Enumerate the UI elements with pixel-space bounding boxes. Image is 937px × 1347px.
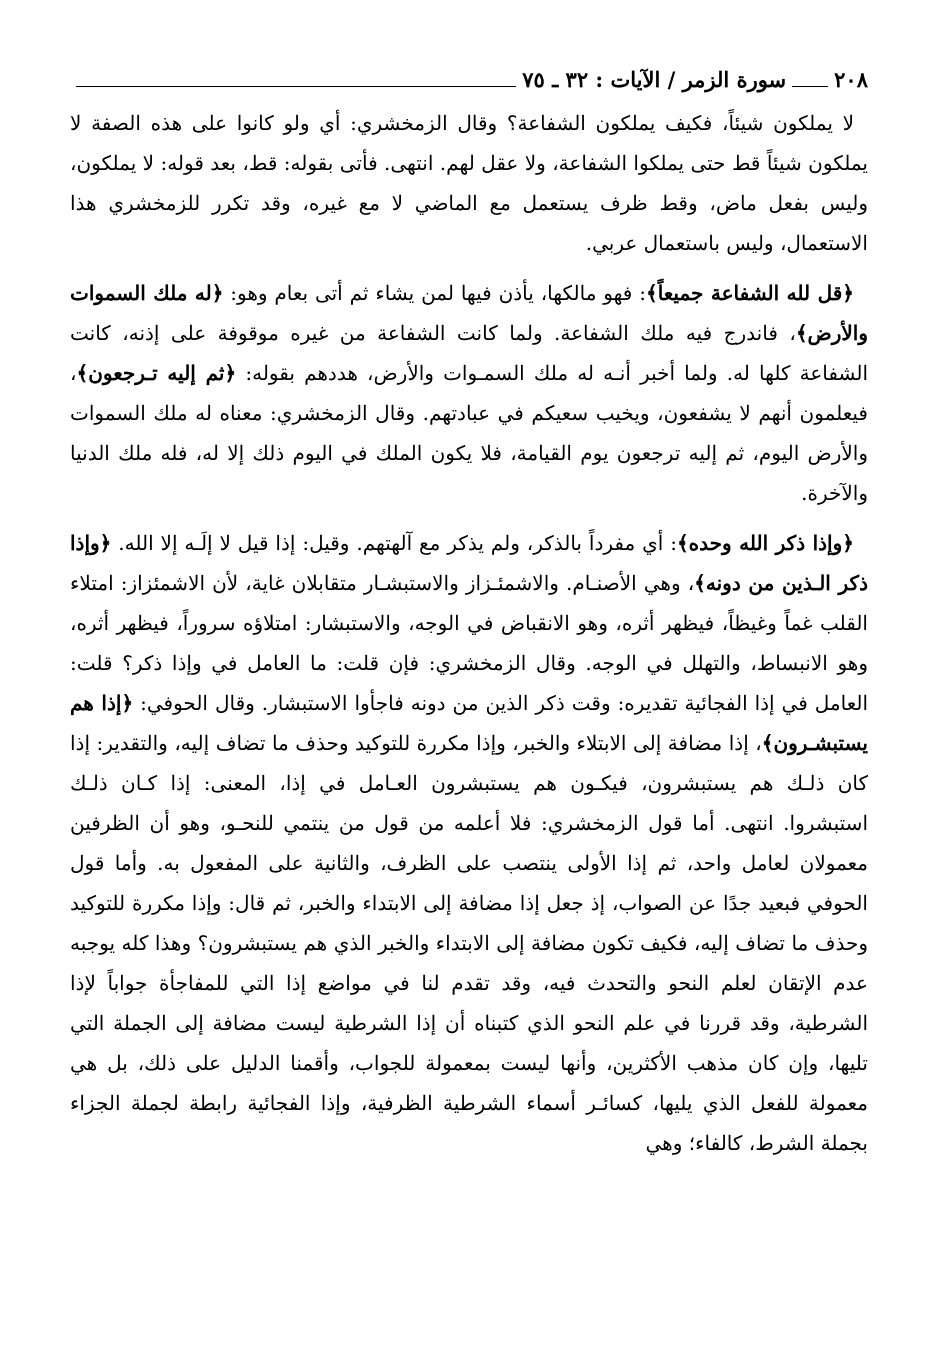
text-segment: : فهو مالكها، يأذن فيها لمن يشاء ثم أتى بعام وهو: <box>223 281 646 305</box>
quran-quote: ﴿إذا هم يستبشـرون﴾ <box>70 691 868 755</box>
page-number: ٢٠٨ <box>834 67 868 92</box>
body-text <box>70 103 868 1163</box>
running-head <box>70 60 868 100</box>
text-segment: : أي مفرداً بالذكر، ولم يذكر مع آلهتهم. وقيل: إذا قيل لا إلَـه إلا الله. <box>111 531 677 555</box>
text-segment: ، فاندرج فيه ملك الشفاعة. ولما كانت الشفاعة من غيره موقوفة على إذنه، كانت الشفاعة كلها له. ولما أخبر أنـه له ملك السمـوات والأرض، هددهم بقوله: <box>70 321 868 385</box>
surah-title: سورة الزمر / الآيات : ٣٢ ـ ٧٥ <box>522 67 787 92</box>
text-segment: ، إذا مضافة إلى الابتلاء والخبر، وإذا مكررة للتوكيد وحذف ما تضاف إليه، والتقدير: إذا كان ذلـك هم يستبشرون، فيكـون هم يستبشرون العـامل في إذا، المعنى: إذا كـان ذلـك استبشروا. انتهى. أما قول الزمخشري: فلا أعلمه من قول من ينتمي للنحـو، وهو أن الظرفين معمولان لعامل واحد، ثم إذا الأولى ينتصب على الظرف، والثانية على المفعول به. وأما قول الحوفي فبعيد جدًا عن الصواب، إذ جعل إذا مضافة إلى الابتداء والخبر، ثم قال: وإذا مكررة للتوكيد وحذف ما تضاف إليه، فكيف تكون مضافة إلى الابتداء والخبر الذي هم يستبشرون؟ وهذا كله يوجبه عدم الإتقان لعلم النحو والتحدث فيه، وقد تقدم لنا في مواضع إذا التي للمفاجأة جواباً لإذا الشرطية، وقد قررنا في علم النحو الذي كتبناه أن إذا الشرطية ليست مضافة إلى الجملة التي تليها، وإن كان مذهب الأكثرين، وأنها ليست بمعمولة للجواب، وأقمنا الدليل على ذلك، بل هي معمولة للفعل الذي يليها، كسائـر أسماء الشرطية الظرفية، وإذا الفجائية رابطة لجملة الجزاء بجملة الشرط، كالفاء؛ وهي <box>70 731 868 1155</box>
header-rule-short <box>792 86 828 87</box>
quran-quote: ﴿وإذا ذكر الـذين من دونه﴾ <box>70 531 868 595</box>
quran-quote: ﴿قل لله الشفاعة جميعاً﴾ <box>645 281 854 305</box>
text-segment: ، وهي الأصنـام. والاشمئـزاز والاستبشـار متقابلان غاية، لأن الاشمئزاز: امتلاء القلب غماً وغيظاً، فيظهر أثره، وهو الانقباض في الوجه، والاستبشار: امتلاؤه سروراً، فيظهر أثره، وهو الانبساط، والتهلل في الوجه. وقال الزمخشري: فإن قلت: ما العامل في وإذا ذكر؟ قلت: العامل في إذا الفجائية تقديره: وقت ذكر الذين من دونه فاجأوا الاستبشار. وقال الحوفي: <box>70 571 868 715</box>
quran-quote: ﴿وإذا ذكر الله وحده﴾ <box>676 531 854 555</box>
text-segment: ، فيعلمون أنهم لا يشفعون، ويخيب سعيكم في عبادتهم. وقال الزمخشري: معناه له ملك السموات والأرض اليوم، ثم إليه ترجعون يوم القيامة، فلا يكون الملك في اليوم ذلك إلا له، فله ملك الدنيا والآخرة. <box>70 361 868 505</box>
paragraph-1 <box>70 103 868 263</box>
text-segment: لا يملكون شيئاً، فكيف يملكون الشفاعة؟ وقال الزمخشري: أي ولو كانوا على هذه الصفة لا يملكون شيئاً قط حتى يملكوا الشفاعة، ولا عقل لهم. انتهى. فأتى بقوله: قط، بعد قوله: لا يملكون، وليس بفعل ماض، وقط ظرف يستعمل مع الماضي لا مع غيره، وقد تكرر للزمخشري هذا الاستعمال، وليس باستعمال عربي. <box>70 111 868 255</box>
book-page <box>70 60 868 1300</box>
quran-quote: ﴿له ملك السموات والأرض﴾ <box>70 281 868 345</box>
header-rule <box>76 86 516 87</box>
paragraph-3 <box>70 523 868 1163</box>
paragraph-2 <box>70 273 868 513</box>
quran-quote: ﴿ثم إليه تـرجعون﴾ <box>76 361 237 385</box>
